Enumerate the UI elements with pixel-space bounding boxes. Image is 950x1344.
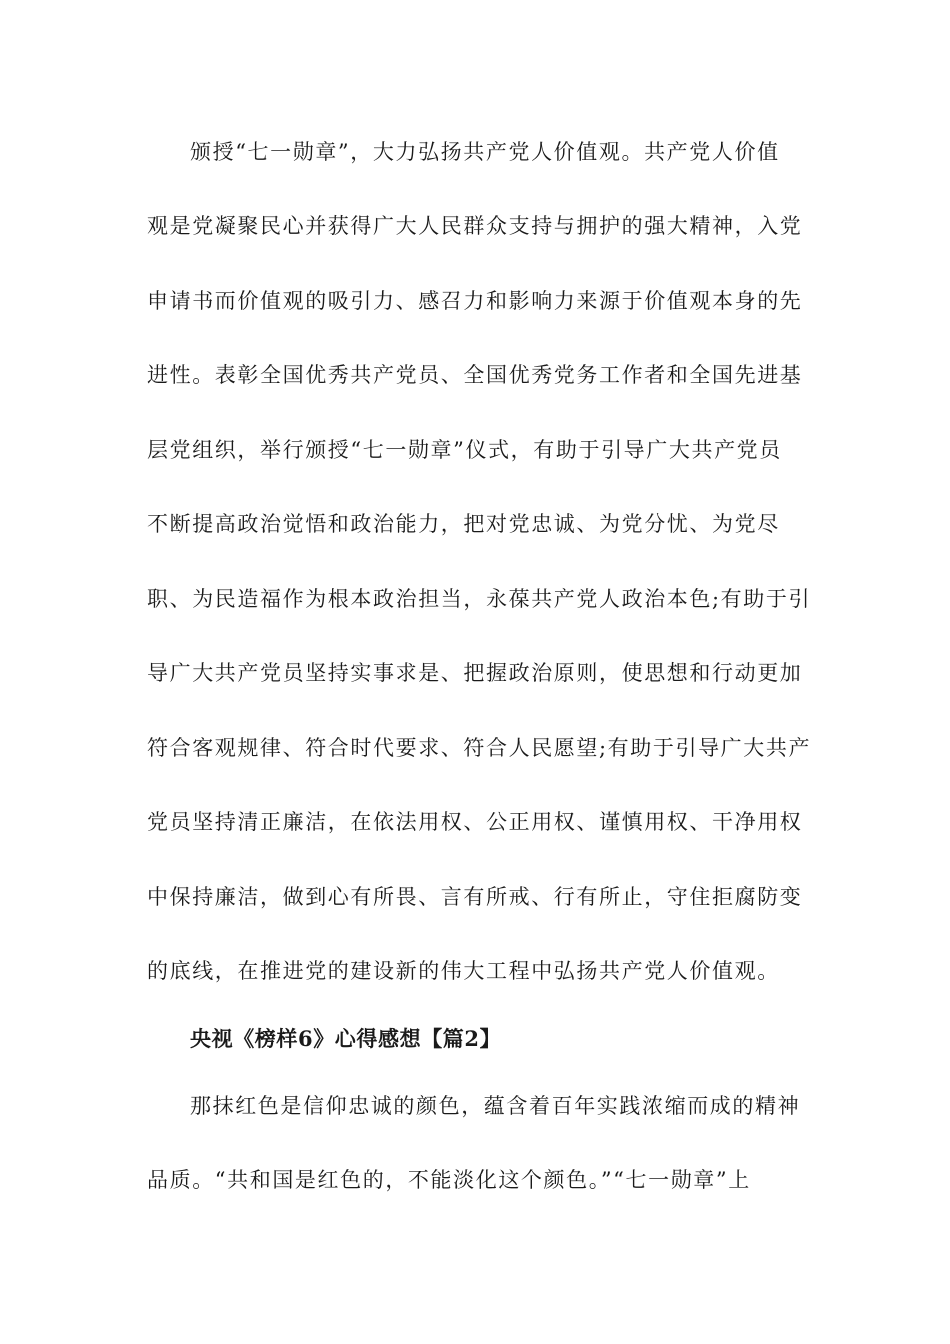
paragraph-1-line-2: 观是党凝聚民心并获得广大人民群众支持与拥护的强大精神，入党 [147, 214, 803, 238]
paragraph-1-line-7: 职、为民造福作为根本政治担当，永葆共产党人政治本色;有助于引 [147, 587, 812, 611]
paragraph-1-line-11: 中保持廉洁，做到心有所畏、言有所戒、行有所止，守住拒腐防变 [147, 885, 803, 909]
section-heading: 央视《榜样6》心得感想【篇2】 [190, 1026, 502, 1051]
paragraph-2-line-1: 那抹红色是信仰忠诚的颜色，蕴含着百年实践浓缩而成的精神 [190, 1094, 801, 1118]
paragraph-1-line-1: 颁授“七一勋章”，大力弘扬共产党人价值观。共产党人价值 [190, 140, 780, 164]
paragraph-1-line-5: 层党组织，举行颁授“七一勋章”仪式，有助于引导广大共产党员 [147, 438, 782, 462]
paragraph-1-line-9: 符合客观规律、符合时代要求、符合人民愿望;有助于引导广大共产 [147, 736, 812, 760]
paragraph-1-line-6: 不断提高政治觉悟和政治能力，把对党忠诚、为党分忧、为党尽 [147, 512, 780, 536]
paragraph-1-line-12: 的底线，在推进党的建设新的伟大工程中弘扬共产党人价值观。 [147, 959, 780, 983]
paragraph-1-line-3: 申请书而价值观的吸引力、感召力和影响力来源于价值观本身的先 [147, 289, 803, 313]
paragraph-1-line-10: 党员坚持清正廉洁，在依法用权、公正用权、谨慎用权、干净用权 [147, 810, 803, 834]
paragraph-1-line-8: 导广大共产党员坚持实事求是、把握政治原则，使思想和行动更加 [147, 661, 803, 685]
paragraph-2-line-2: 品质。“共和国是红色的，不能淡化这个颜色。”“七一勋章”上 [147, 1168, 751, 1192]
paragraph-1-line-4: 进性。表彰全国优秀共产党员、全国优秀党务工作者和全国先进基 [147, 363, 803, 387]
